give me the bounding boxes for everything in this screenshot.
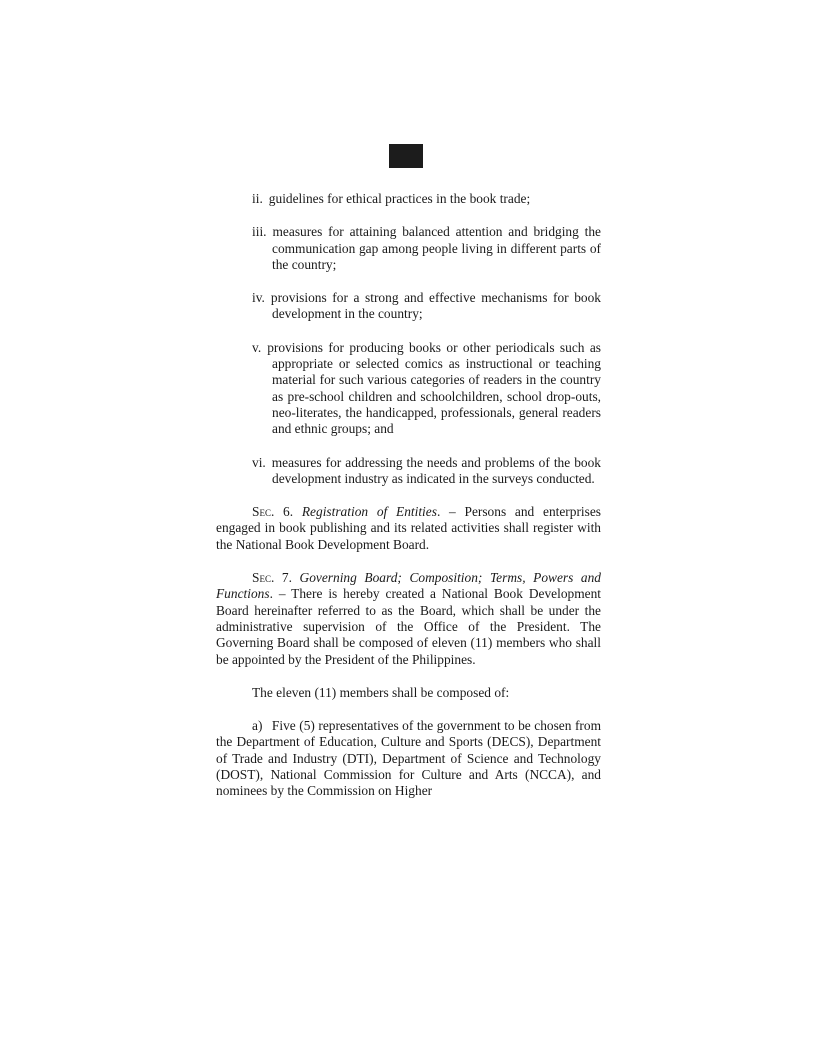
list-text: measures for attaining balanced attention and bridging the communication gap among people living in different parts of the country; — [272, 224, 601, 272]
list-marker: a) — [252, 718, 263, 734]
list-item — [252, 455, 601, 488]
list-marker: ii. — [252, 191, 263, 206]
list-item — [252, 290, 601, 323]
list-text: provisions for a strong and effective mechanisms for book development in the country; — [270, 290, 601, 322]
section-6-paragraph — [216, 504, 601, 553]
list-text: Five (5) representatives of the government to be chosen from the Department of Education, Culture and Sports (DECS), Department of Trade and Industry (DTI), Department of Science and Technology (DOST), National Commission for Culture and Arts (NCCA), and nominees by the Commission on Higher — [216, 718, 601, 799]
section-label: Sec. 7. — [252, 570, 292, 586]
list-marker: iii. — [252, 224, 267, 240]
section-body: . – There is hereby created a National Book Development Board hereinafter referred to as the Board, which shall be under the administrative supervision of the Office of the President. The Governing Board shall be composed of eleven (11) members who shall be appointed by the President of the Philippines. — [216, 586, 601, 667]
list-marker: vi. — [252, 454, 266, 470]
list-item — [252, 191, 601, 207]
list-text: guidelines for ethical practices in the book trade; — [268, 191, 531, 206]
section-title: Governing Board; Composition; Terms, Powers and Functions — [216, 570, 602, 602]
document-body — [216, 191, 601, 817]
list-marker: iv. — [252, 290, 265, 306]
section-title: Registration of Entities — [301, 504, 437, 520]
list-item — [252, 224, 601, 273]
list-text: measures for addressing the needs and problems of the book development industry as indicated in the surveys conducted. — [271, 454, 601, 486]
list-item — [252, 340, 601, 438]
list-marker: v. — [252, 339, 262, 355]
section-label: Sec. 6. — [252, 504, 294, 520]
page-number-block — [389, 144, 423, 168]
members-intro: The eleven (11) members shall be composed of: — [252, 684, 510, 700]
section-body: . – Persons and enterprises engaged in book publishing and its related activities shall register with the National Book Development Board. — [216, 504, 602, 552]
item-a-paragraph — [216, 718, 601, 799]
section-7-paragraph — [216, 570, 601, 668]
list-text: provisions for producing books or other periodicals such as appropriate or selected comics as instructional or teaching material for such various categories of readers in the country as pre-school children and schoolchildren, school drop-outs, neo-literates, the handicapped, professionals, general readers and ethnic groups; and — [267, 339, 601, 437]
